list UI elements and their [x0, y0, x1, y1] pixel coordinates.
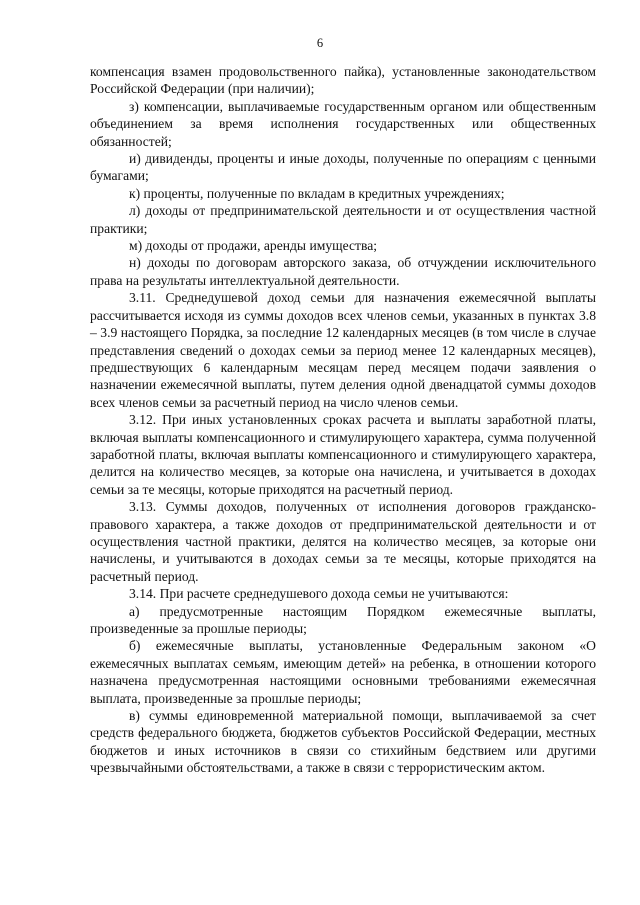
paragraph: б) ежемесячные выплаты, установленные Федеральным законом «О ежемесячных выплатах семьям, имеющим детей» на ребенка, в отношении которого назначена предусмотренная настоящими основными требованиями ежемесячная выплата, произведенные за прошлые периоды;	[90, 638, 596, 706]
page-number: 6	[316, 36, 324, 50]
paragraph: к) проценты, полученные по вкладам в кредитных учреждениях;	[129, 185, 505, 201]
paragraph: м) доходы от продажи, аренды имущества;	[129, 238, 378, 254]
paragraph: а) предусмотренные настоящим Порядком ежемесячные выплаты, произведенные за прошлые периоды;	[90, 603, 596, 636]
paragraph: и) дивиденды, проценты и иные доходы, полученные по операциям с ценными бумагами;	[90, 151, 596, 184]
document-body	[90, 63, 596, 777]
paragraph: 3.14. При расчете среднедушевого дохода семьи не учитываются:	[129, 586, 509, 602]
paragraph: 3.12. При иных установленных сроках расчета и выплаты заработной платы, включая выплаты компенсационного и стимулирующего характера, сумма полученной заработной платы, включая выплаты компенсационного и стимулирующего характера, делится на количество месяцев, за которые она начислена, и учитывается в доходах семьи за те месяцы, которые приходятся на расчетный период.	[90, 412, 596, 497]
paragraph: 3.13. Суммы доходов, полученных от исполнения договоров гражданско-правового характера, а также доходов от предпринимательской деятельности и от осуществления частной практики, делятся на количество месяцев, за которые они начислены, и учитываются в доходах семьи за те месяцы, которые приходятся на расчетный период.	[90, 499, 596, 584]
paragraph: з) компенсации, выплачиваемые государственным органом или общественным объединением за время исполнения государственных или общественных обязанностей;	[90, 98, 596, 149]
paragraph: в) суммы единовременной материальной помощи, выплачиваемой за счет средств федерального бюджета, бюджетов субъектов Российской Федерации, местных бюджетов и иных источников в связи со стихийным бедствием или другими чрезвычайными обстоятельствами, а также в связи с террористическим актом.	[90, 708, 596, 776]
paragraph: л) доходы от предпринимательской деятельности и от осуществления частной практики;	[90, 203, 596, 236]
paragraph: 3.11. Среднедушевой доход семьи для назначения ежемесячной выплаты рассчитывается исходя из суммы доходов всех членов семьи, указанных в пунктах 3.8 – 3.9 настоящего Порядка, за последние 12 календарных месяцев (в том числе в случае представления сведений о доходах семьи за период менее 12 календарных месяцев), предшествующих 6 календарным месяцам перед месяцем подачи заявления о назначении ежемесячной выплаты, путем деления одной двенадцатой суммы доходов всех членов семьи за расчетный период на число членов семьи.	[90, 290, 596, 410]
paragraph: компенсация взамен продовольственного пайка), установленные законодательством Российской Федерации (при наличии);	[90, 64, 596, 97]
paragraph: н) доходы по договорам авторского заказа, об отчуждении исключительного права на результаты интеллектуальной деятельности.	[90, 255, 596, 288]
